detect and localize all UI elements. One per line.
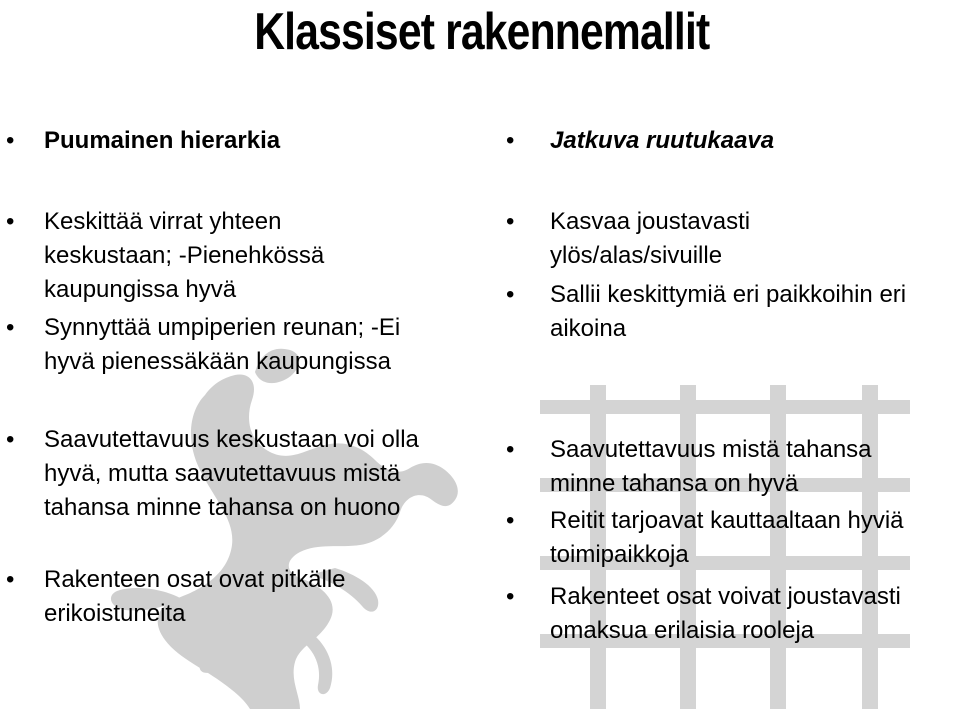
right-column	[480, 0, 960, 709]
left-item-2: Synnyttää umpiperien reunan; -Ei hyvä pienessäkään kaupungissa	[44, 314, 401, 375]
left-header: Puumainen hierarkia	[44, 127, 281, 154]
bullet: •	[506, 127, 515, 154]
right-item-5: Rakenteet osat voivat joustavasti omaksua erilaisia rooleja	[550, 583, 901, 644]
bullet: •	[506, 507, 515, 534]
bullet: •	[6, 127, 15, 154]
bullet: •	[506, 436, 515, 463]
bullet: •	[6, 426, 15, 453]
bullet: •	[506, 583, 515, 610]
left-item-4: Rakenteen osat ovat pitkälle erikoistuneita	[44, 566, 346, 627]
page-title: Klassiset rakennemallit	[254, 3, 710, 61]
bullet: •	[506, 208, 515, 235]
right-item-1: Kasvaa joustavasti ylös/alas/sivuille	[550, 208, 751, 269]
bullet: •	[6, 208, 15, 235]
right-header: Jatkuva ruutukaava	[550, 127, 775, 154]
bullet: •	[6, 314, 15, 341]
right-item-3: Saavutettavuus mistä tahansa minne tahansa on hyvä	[550, 436, 872, 497]
right-item-2: Sallii keskittymiä eri paikkoihin eri aikoina	[550, 281, 907, 342]
left-item-1: Keskittää virrat yhteen keskustaan; -Pienehkössä kaupungissa hyvä	[44, 208, 325, 303]
bullet: •	[506, 281, 515, 308]
left-item-3: Saavutettavuus keskustaan voi olla hyvä, mutta saavutettavuus mistä tahansa minne tahansa on huono	[44, 426, 419, 521]
bullet: •	[6, 566, 15, 593]
right-item-4: Reitit tarjoavat kauttaaltaan hyviä toimipaikkoja	[550, 507, 904, 568]
